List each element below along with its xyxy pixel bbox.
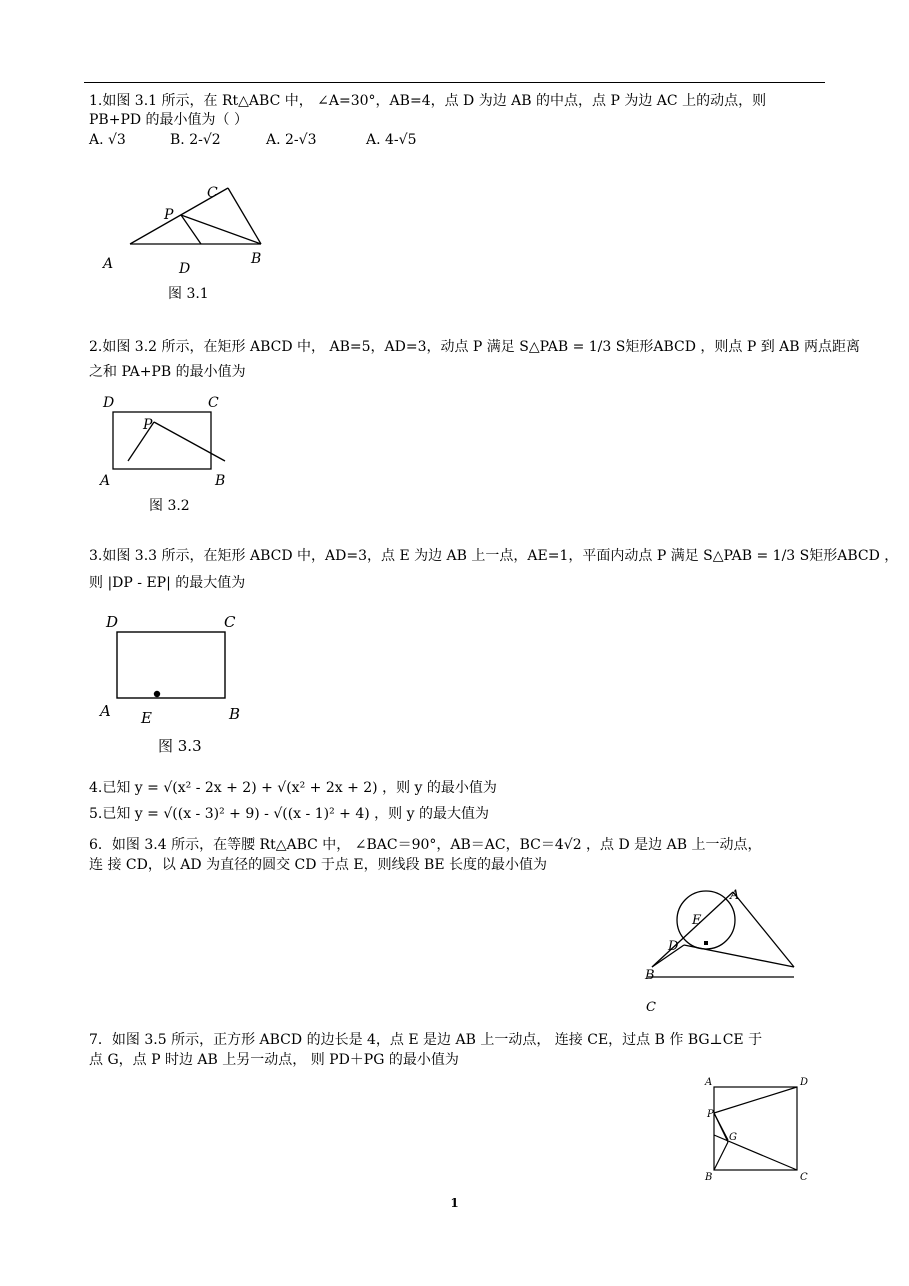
fig-3-5-label-a: A — [705, 1077, 713, 1088]
problem-1-option-d: A. 4-√5 — [366, 132, 417, 148]
problem-4-line-1: 4.已知 y = √(x² - 2x + 2) + √(x² + 2x + 2) ，则 y 的最小值为 — [89, 780, 497, 796]
problem-3-line-2: 则 |DP - EP| 的最大值为 — [89, 575, 246, 591]
fig-3-4-label-d: D — [668, 939, 679, 954]
fig-3-2-label-p: P — [143, 417, 153, 433]
fig-3-1-label-c: C — [207, 185, 218, 201]
fig-3-3-label-a: A — [100, 702, 111, 720]
figure-3-5 — [700, 1073, 815, 1188]
problem-7-line-1: 7．如图 3.5 所示，正方形 ABCD 的边长是 4，点 E 是边 AB 上一动点， 连接 CE，过点 B 作 BG⊥CE 于 — [89, 1032, 763, 1048]
fig-3-3-label-b: B — [229, 705, 241, 723]
problem-1-option-a: A. √3 — [89, 132, 126, 148]
fig-3-3-label-e: E — [141, 709, 152, 727]
figure-3-3-caption: 图 3.3 — [158, 737, 202, 755]
fig-3-1-label-b: B — [251, 251, 262, 267]
figure-3-3 — [98, 612, 258, 730]
fig-3-1-label-a: A — [103, 256, 114, 272]
fig-3-2-label-b: B — [215, 473, 226, 489]
figure-3-2-caption: 图 3.2 — [149, 498, 190, 514]
fig-3-5-label-g: G — [729, 1132, 737, 1143]
fig-3-4-label-b: B — [645, 968, 655, 983]
problem-2-line-2: 之和 PA+PB 的最小值为 — [89, 364, 246, 380]
problem-1-line-1: 1.如图 3.1 所示，在 Rt△ABC 中， ∠A=30°，AB=4，点 D 为边 AB 的中点，点 P 为边 AC 上的动点，则 — [89, 93, 767, 109]
fig-3-3-label-c: C — [224, 613, 236, 631]
fig-3-5-label-c: C — [800, 1172, 808, 1183]
problem-5-line-1: 5.已知 y = √((x - 3)² + 9) - √((x - 1)² + 4) ，则 y 的最大值为 — [89, 806, 489, 822]
fig-3-2-label-c: C — [208, 395, 219, 411]
header-rule — [84, 82, 825, 83]
problem-6-line-1: 6．如图 3.4 所示，在等腰 Rt△ABC 中， ∠BAC＝90°，AB＝AC，BC＝4√2 ，点 D 是边 AB 上一动点， — [89, 837, 762, 853]
problem-7-line-2: 点 G，点 P 时边 AB 上另一动点， 则 PD＋PG 的最小值为 — [89, 1052, 459, 1068]
problem-1-line-2: PB+PD 的最小值为（ ） — [89, 112, 248, 128]
figure-3-2 — [95, 392, 245, 492]
problem-2-line-1: 2.如图 3.2 所示，在矩形 ABCD 中， AB=5，AD=3，动点 P 满足 S△PAB = 1/3 S矩形ABCD ，则点 P 到 AB 两点距离 — [89, 339, 861, 355]
fig-3-1-label-d: D — [179, 261, 191, 277]
page-number: 1 — [450, 1196, 459, 1210]
fig-3-2-label-a: A — [100, 473, 111, 489]
fig-3-5-label-d: D — [800, 1077, 809, 1088]
fig-3-5-label-p: P — [707, 1109, 714, 1120]
fig-3-3-label-d: D — [106, 613, 119, 631]
figure-3-1-caption: 图 3.1 — [168, 286, 209, 302]
fig-3-4-label-c: C — [646, 1000, 656, 1015]
fig-3-4-label-e: E — [692, 913, 702, 928]
figure-3-1 — [95, 180, 275, 280]
fig-3-2-label-d: D — [103, 395, 115, 411]
problem-1-option-b: B. 2-√2 — [170, 132, 221, 148]
fig-3-4-label-a: A — [730, 888, 740, 903]
problem-3-line-1: 3.如图 3.3 所示，在矩形 ABCD 中，AD=3，点 E 为边 AB 上一点，AE=1，平面内动点 P 满足 S△PAB = 1/3 S矩形ABCD ， — [89, 548, 899, 564]
figure-3-4 — [638, 880, 808, 1020]
problem-6-line-2: 连 接 CD，以 AD 为直径的圆交 CD 于点 E，则线段 BE 长度的最小值为 — [89, 857, 547, 873]
fig-3-5-label-b: B — [705, 1172, 713, 1183]
fig-3-1-label-p: P — [164, 207, 174, 223]
problem-1-option-c: A. 2-√3 — [266, 132, 317, 148]
